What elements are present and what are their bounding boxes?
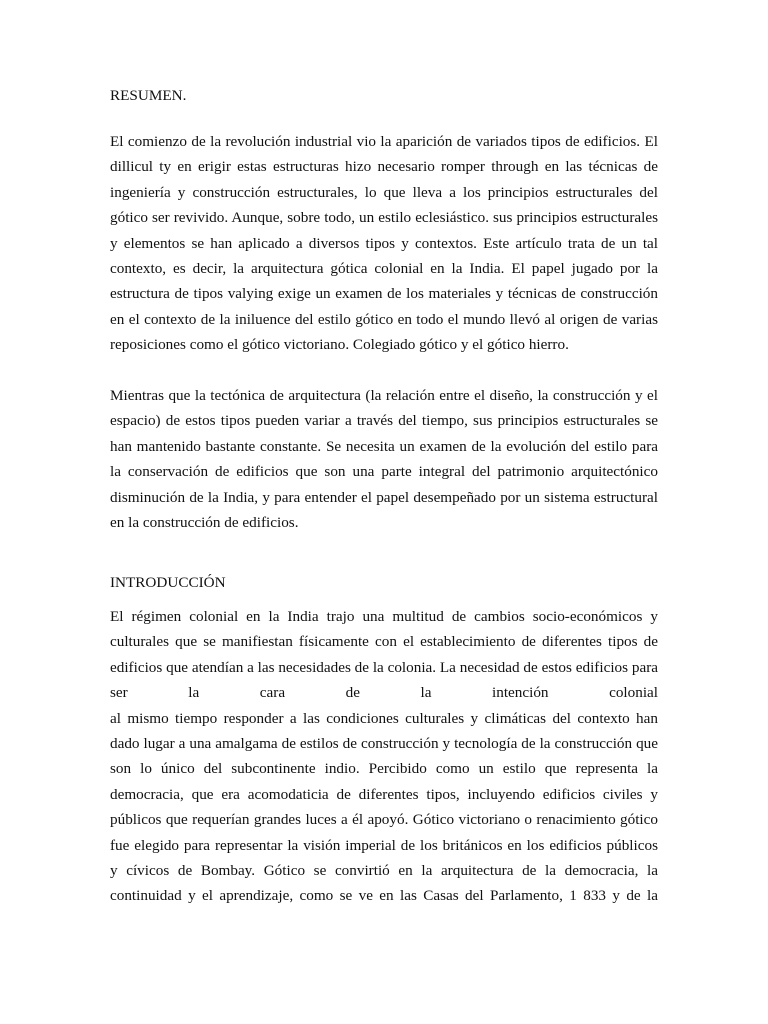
paragraph-line: El comienzo de la revolución industrial vio la aparición de variados tipos de edificios. El	[110, 133, 658, 150]
paragraph-line: estructura de tipos valying exige un examen de los materiales y técnicas de construcción	[110, 285, 658, 303]
paragraph-line: en la construcción de edificios.	[110, 513, 299, 531]
spread-word: colonial	[609, 684, 658, 702]
paragraph-line: gótico ser revivido. Aunque, sobre todo, un estilo eclesiástico. sus principios estructurales	[110, 209, 658, 227]
spread-word: la	[188, 684, 200, 702]
paragraph-3	[110, 604, 658, 909]
spread-line	[110, 680, 658, 705]
paragraph-line: culturales que se manifiestan físicamente con el establecimiento de diferentes tipos de	[110, 633, 658, 651]
paragraph-line: en el contexto de la iniluence del estilo gótico en todo el mundo llevó al origen de varias	[110, 310, 658, 328]
paragraph-line: disminución de la India, y para entender el papel desempeñado por un sistema estructural	[110, 488, 658, 506]
paragraph-line: democracia, que era acomodaticia de diferentes tipos, incluyendo edificios civiles y	[110, 785, 658, 803]
paragraph-line: al mismo tiempo responder a las condiciones culturales y climáticas del contexto han	[110, 709, 658, 727]
paragraph-line: fue elegido para representar la visión imperial de los británicos en los edificios públicos	[110, 836, 658, 854]
spread-word: intención	[492, 684, 549, 702]
paragraph-line: y cívicos de Bombay. Gótico se convirtió en la arquitectura de la democracia, la	[110, 861, 658, 879]
paragraph-line: edificios que atendían a las necesidades de la colonia. La necesidad de estos edificios para	[110, 658, 658, 676]
paragraph-line: y elementos se han aplicado a diversos tipos y contextos. Este artículo trata de un tal	[110, 234, 658, 252]
paragraph-line: públicos que requerían grandes luces a él apoyó. Gótico victoriano o renacimiento gótico	[110, 811, 658, 829]
paragraph-line: espacio) de estos tipos pueden variar a través del tiempo, sus principios estructurales se	[110, 412, 658, 430]
paragraph-line: han mantenido bastante constante. Se necesita un examen de la evolución del estilo para	[110, 437, 658, 455]
paragraph-line: dado lugar a una amalgama de estilos de construcción y tecnología de la construcción que	[110, 734, 658, 752]
spread-word: de	[345, 684, 360, 702]
paragraph-line: ingeniería y construcción estructurales, lo que lleva a los principios estructurales del	[110, 183, 658, 201]
paragraph-line: reposiciones como el gótico victoriano. Colegiado gótico y el gótico hierro.	[110, 336, 569, 354]
spread-word: ser	[110, 684, 128, 702]
paragraph-line: dillicul ty en erigir estas estructuras hizo necesario romper through en las técnicas de	[110, 158, 658, 176]
heading-introduccion: INTRODUCCIÓN	[110, 574, 226, 591]
paragraph-line: El régimen colonial en la India trajo una multitud de cambios socio-económicos y	[110, 608, 658, 625]
paragraph-line: la conservación de edificios que son una parte integral del patrimonio arquitectónico	[110, 463, 658, 481]
paragraph-line: son lo único del subcontinente indio. Percibido como un estilo que representa la	[110, 760, 658, 778]
heading-resumen: RESUMEN.	[110, 87, 187, 104]
paragraph-1	[110, 129, 658, 358]
spread-word: la	[420, 684, 432, 702]
paragraph-line: continuidad y el aprendizaje, como se ve en las Casas del Parlamento, 1 833 y de la	[110, 887, 658, 905]
spread-word: cara	[259, 684, 286, 702]
paragraph-2	[110, 383, 658, 535]
paragraph-line: Mientras que la tectónica de arquitectura (la relación entre el diseño, la construcción y el	[110, 387, 658, 404]
paragraph-line: contexto, es decir, la arquitectura gótica colonial en la India. El papel jugado por la	[110, 259, 658, 277]
